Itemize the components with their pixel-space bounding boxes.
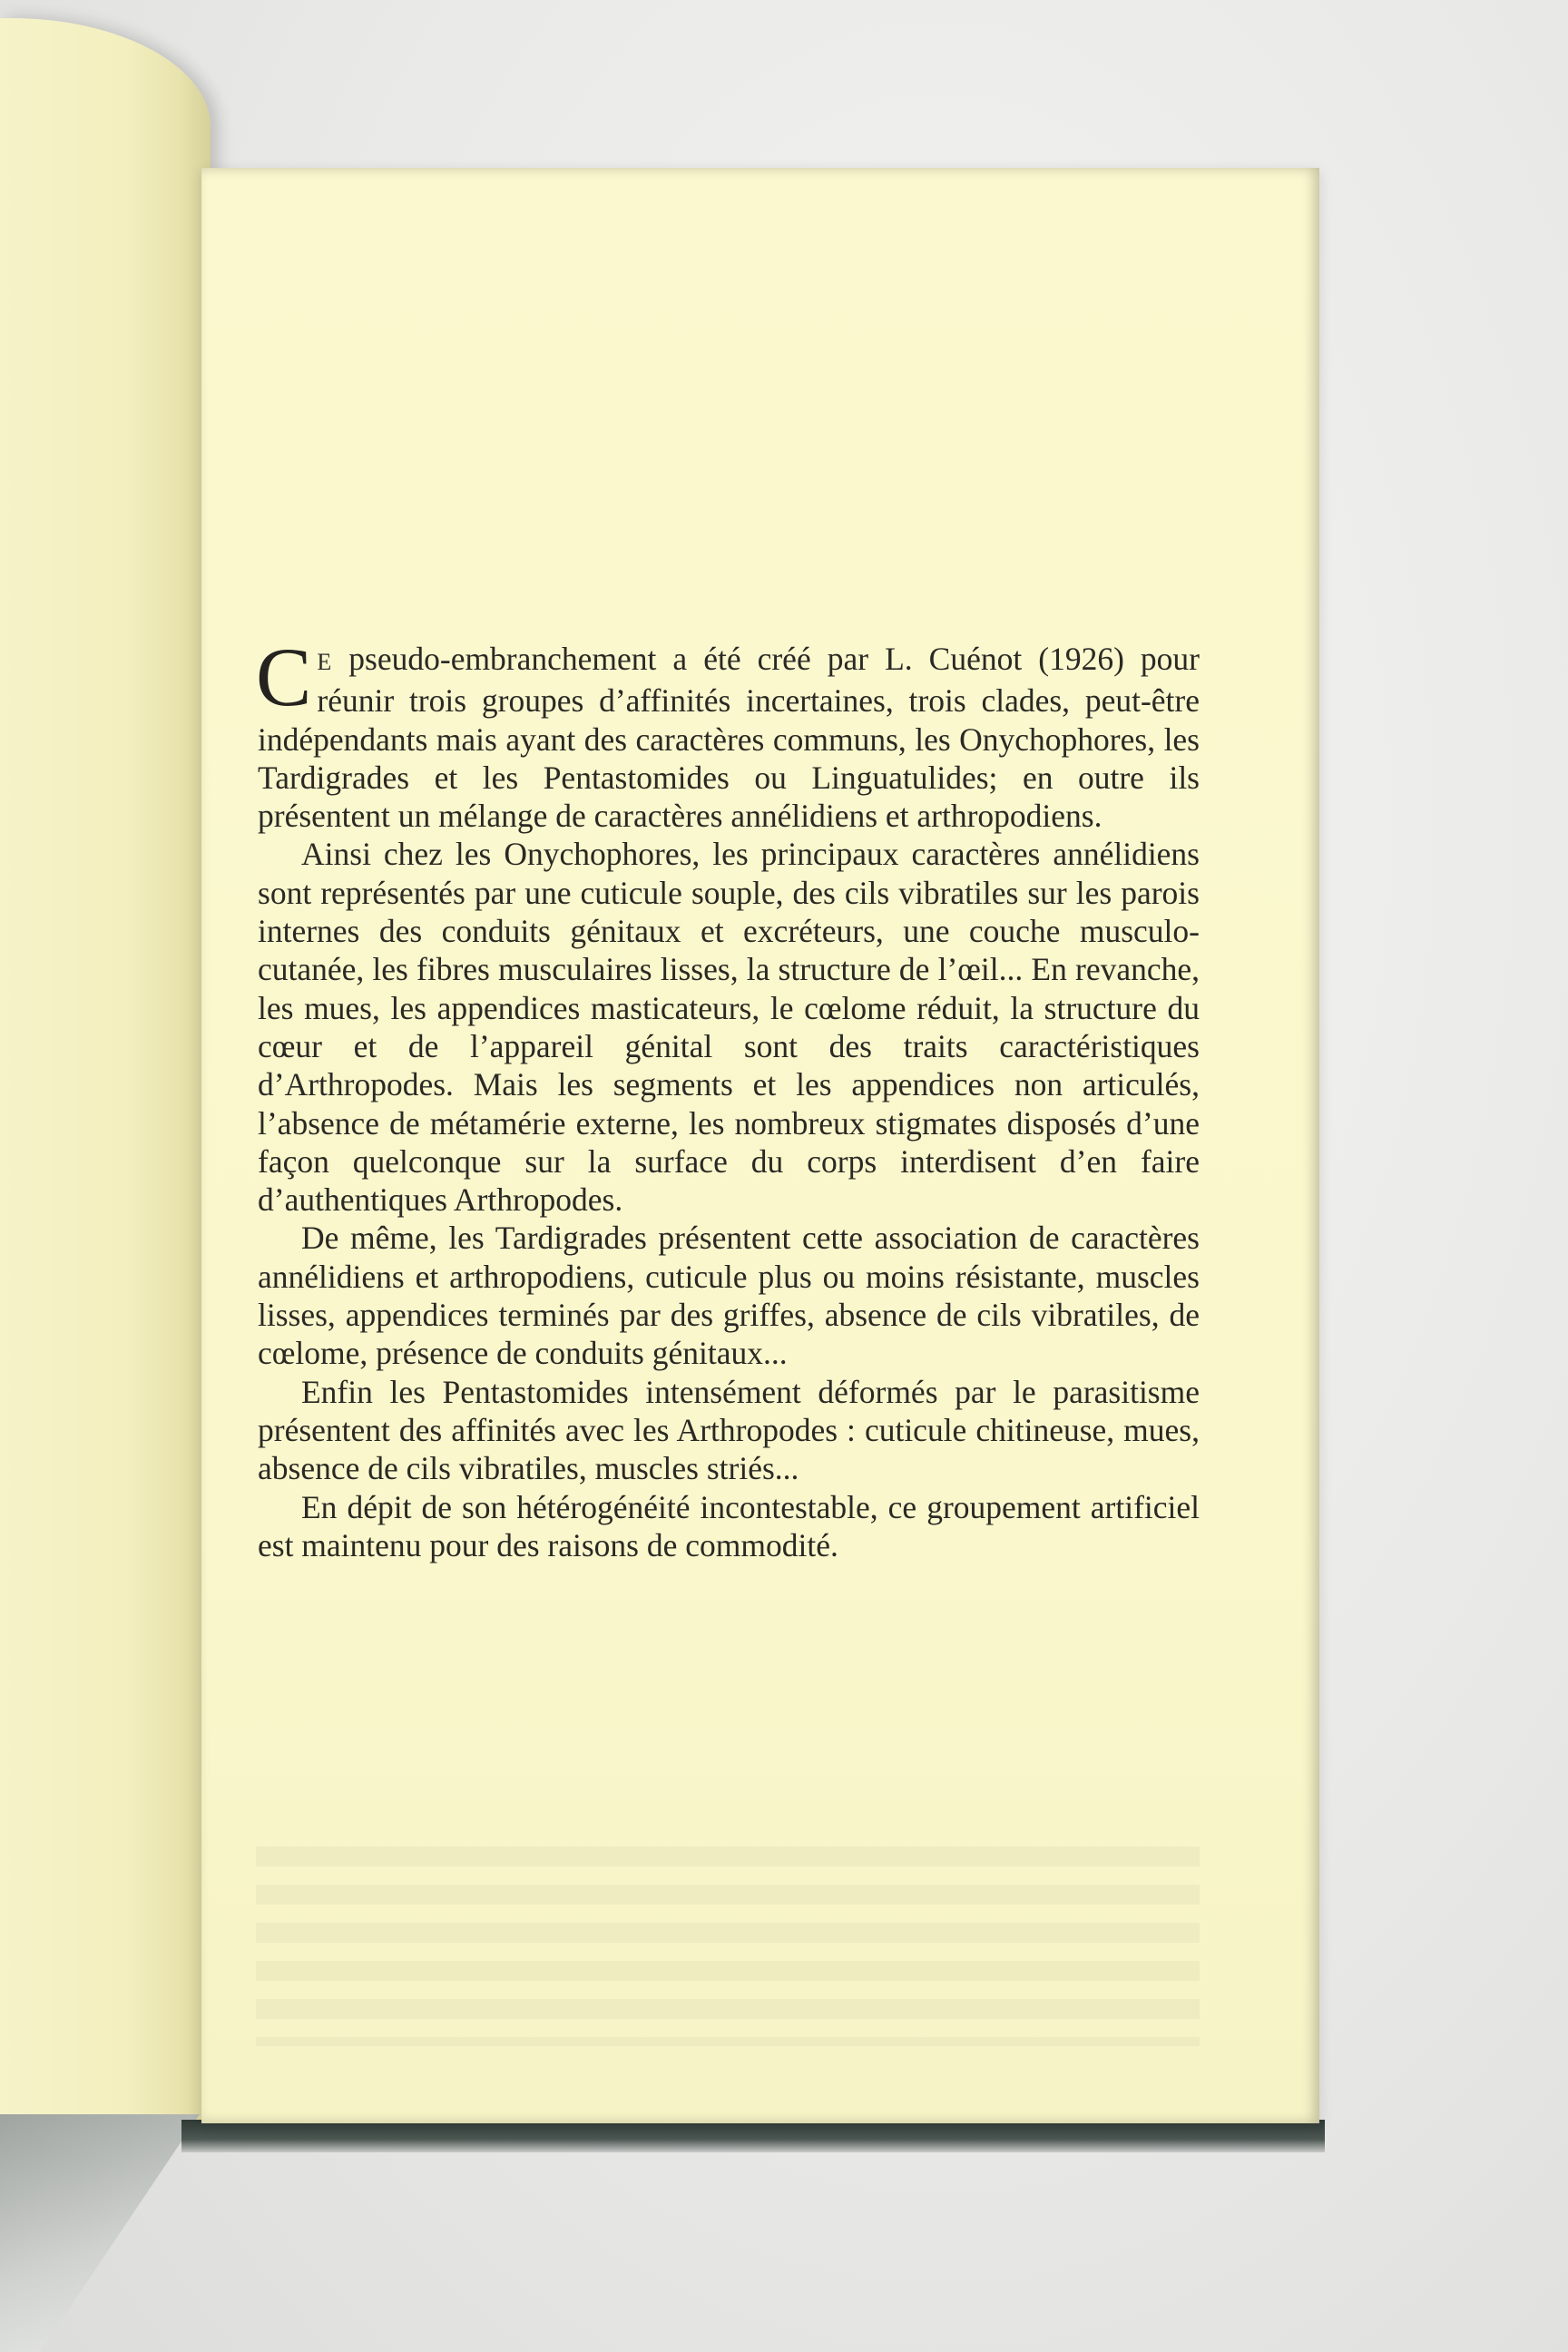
paragraph-1 xyxy=(256,631,1200,835)
paragraph-3: De même, les Tardigrades présentent cette association de caractères annélidiens et arthropodiens, cuticule plus ou moins résistante, muscles lisses, appendices terminés par des griffes, absence de cils vibratiles, de cœlome, présence de conduits génitaux... xyxy=(258,1220,1200,1372)
drop-cap: C xyxy=(256,631,312,723)
paragraph-2: Ainsi chez les Onychophores, les principaux caractères annélidiens sont représentés par une cuticule souple, des cils vibratiles sur les parois internes des conduits génitaux et excréteurs, une couche musculo-cutanée, les fibres musculaires lisses, la structure de l’œil... En revanche, les mues, les appendices masticateurs, le cœlome réduit, la structure du cœur et de l’appareil génital sont des traits caractéristiques d’Arthropodes. Mais les segments et les appendices non articulés, l’absence de métamérie externe, les nombreux stigmates disposés d’une façon quelconque sur la surface du corps interdisent d’en faire d’authentiques Arthropodes. xyxy=(258,836,1200,1219)
body-text xyxy=(256,631,1200,1564)
paragraph-5: En dépit de son hétérogénéité incontestable, ce groupement artificiel est maintenu pour des raisons de commodité. xyxy=(258,1488,1200,1563)
ghost-text-lines xyxy=(256,1847,1200,2046)
paragraph-4: Enfin les Pentastomides intensément déformés par le parasitisme présentent des affinités avec les Arthropodes : cuticule chitineuse, mues, absence de cils vibratiles, muscles striés... xyxy=(258,1373,1200,1487)
left-facing-page xyxy=(0,18,211,2132)
paragraph-1-text: pseudo-embranchement a été créé par L. Cuénot (1926) pour réunir trois groupes d’affinités incertaines, trois clades, peut-être indépendants mais ayant des caractères communs, les Onychophores, les Tardigrades et les Pentastomides ou Linguatulides; en outre ils présentent un mélange de caractères annélidiens et arthropodiens. xyxy=(258,641,1200,835)
book-page xyxy=(201,168,1319,2123)
small-cap: E xyxy=(317,649,333,675)
book-cover-edge xyxy=(181,2120,1325,2152)
